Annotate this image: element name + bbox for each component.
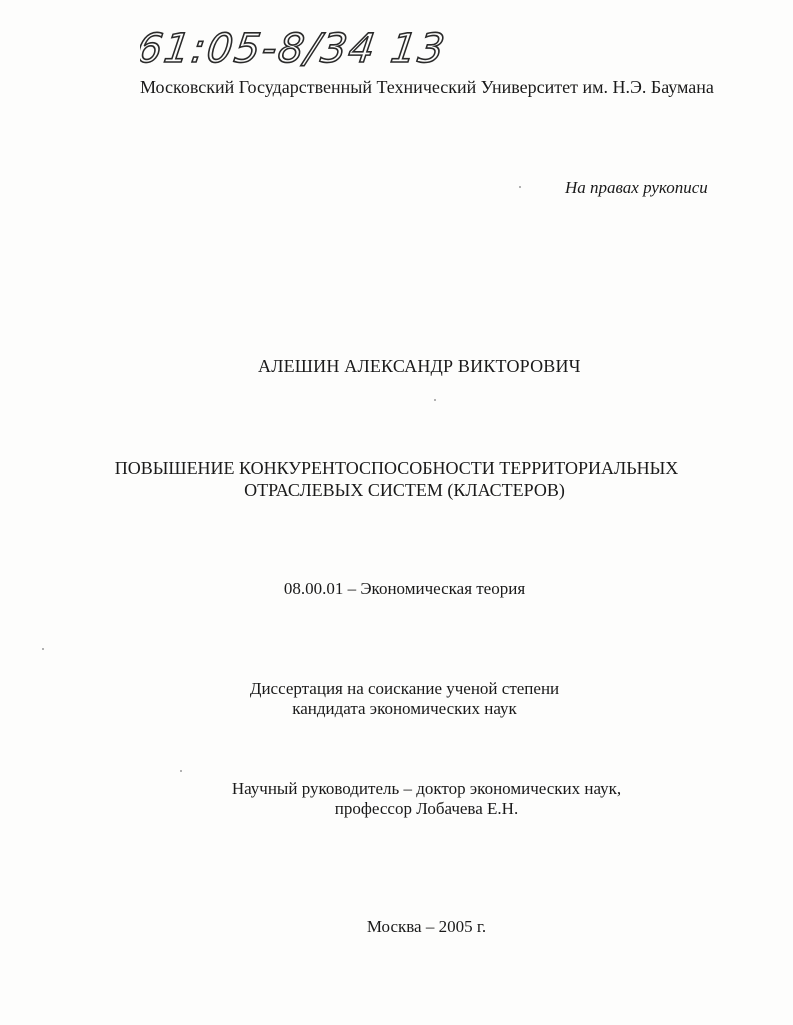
scan-speck [434,399,436,401]
degree-line-1: Диссертация на соискание ученой степени [249,679,560,698]
scan-speck [180,770,182,772]
supervisor-line-2: профессор Лобачева Е.Н. [334,799,519,818]
scan-speck [42,648,44,650]
city-year: Москва – 2005 г. [366,917,487,936]
supervisor-line-1: Научный руководитель – доктор экономических наук, [231,779,622,798]
author-name: АЛЕШИН АЛЕКСАНДР ВИКТОРОВИЧ [258,356,581,376]
handwritten-archive-code-drawing [140,12,450,87]
handwritten-archive-code [140,12,450,87]
degree-line-2: кандидата экономических наук [292,699,517,718]
dissertation-title-line-2: ОТРАСЛЕВЫХ СИСТЕМ (КЛАСТЕРОВ) [244,480,565,500]
dissertation-title-line-1: ПОВЫШЕНИЕ КОНКУРЕНТОСПОСОБНОСТИ ТЕРРИТОРИАЛЬНЫХ [114,458,679,478]
specialty-code: 08.00.01 – Экономическая теория [283,579,526,598]
handwritten-archive-code-text: 61:05-8/34 13 [140,26,450,72]
university-name: Московский Государственный Технический Университет им. Н.Э. Баумана [140,77,714,97]
scan-speck [519,186,521,188]
manuscript-rights-note: На правах рукописи [565,178,708,197]
